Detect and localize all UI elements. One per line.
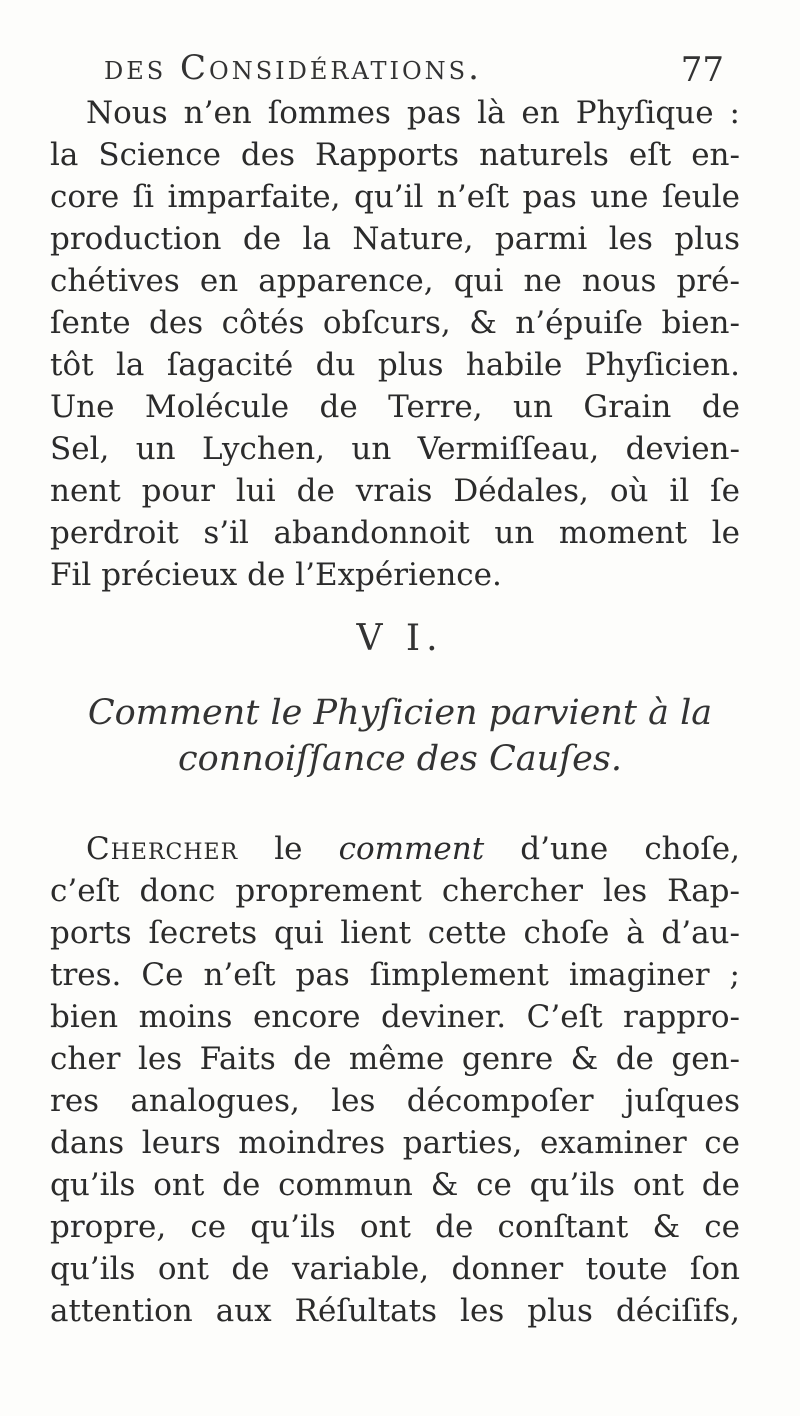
page-number: 77 xyxy=(680,50,724,90)
text-line xyxy=(50,828,740,870)
text-line: qu’ils ont de variable, donner toute ſon xyxy=(50,1251,740,1287)
text-line: res analogues, les décompoſer juſques xyxy=(50,1083,740,1119)
text-line: tres. Ce n’eſt pas ſimplement imaginer ; xyxy=(50,957,740,993)
section-heading-line: Comment le Phyſicien parvient à la xyxy=(87,693,713,733)
text-line: core ſi imparfaite, qu’il n’eſt pas une ſeule xyxy=(50,179,740,215)
text-fragment: d’une choſe, xyxy=(484,831,740,867)
section-number: V I. xyxy=(356,618,444,659)
paragraph-2-text xyxy=(50,828,740,1332)
text-line: dans leurs moindres parties, examiner ce xyxy=(50,1125,740,1161)
paragraph-1-text xyxy=(50,92,740,596)
text-line: Une Molécule de Terre, un Grain de xyxy=(50,389,740,425)
text-line: attention aux Réſultats les plus déciſifs, xyxy=(50,1293,740,1329)
paragraph-1 xyxy=(50,92,740,596)
running-header xyxy=(84,48,724,92)
paragraph-2 xyxy=(50,828,740,1332)
lead-word: Chercher xyxy=(86,831,239,867)
text-line: Fil précieux de l’Expérience. xyxy=(50,557,502,593)
text-line: production de la Nature, parmi les plus xyxy=(50,221,740,257)
text-line: propre, ce qu’ils ont de conſtant & ce xyxy=(50,1209,740,1245)
text-line: perdroit s’il abandonnoit un moment le xyxy=(50,515,740,551)
text-line: qu’ils ont de commun & ce qu’ils ont de xyxy=(50,1167,740,1203)
text-line: tôt la ſagacité du plus habile Phyſicien. xyxy=(50,347,740,383)
text-line: Sel, un Lychen, un Vermiſſeau, devien- xyxy=(50,431,740,467)
text-line: nent pour lui de vrais Dédales, où il ſe xyxy=(50,473,740,509)
section-heading xyxy=(0,690,800,782)
text-line: cher les Faits de même genre & de gen- xyxy=(50,1041,740,1077)
section-heading-line: connoiſſance des Cauſes. xyxy=(178,739,622,779)
text-line: Nous n’en ſommes pas là en Phyſique : xyxy=(86,95,740,131)
text-line: la Science des Rapports naturels eſt en- xyxy=(50,137,740,173)
running-title: des Considérations. xyxy=(104,48,482,88)
text-line: chétives en apparence, qui ne nous pré- xyxy=(50,263,740,299)
text-line: bien moins encore deviner. C’eſt rappro- xyxy=(50,999,740,1035)
text-line: c’eſt donc proprement chercher les Rap- xyxy=(50,873,740,909)
italic-word: comment xyxy=(338,831,485,867)
text-line: ſente des côtés obſcurs, & n’épuiſe bien- xyxy=(50,305,740,341)
text-line: ports ſecrets qui lient cette choſe à d’au- xyxy=(50,915,740,951)
text-fragment: le xyxy=(238,831,339,867)
